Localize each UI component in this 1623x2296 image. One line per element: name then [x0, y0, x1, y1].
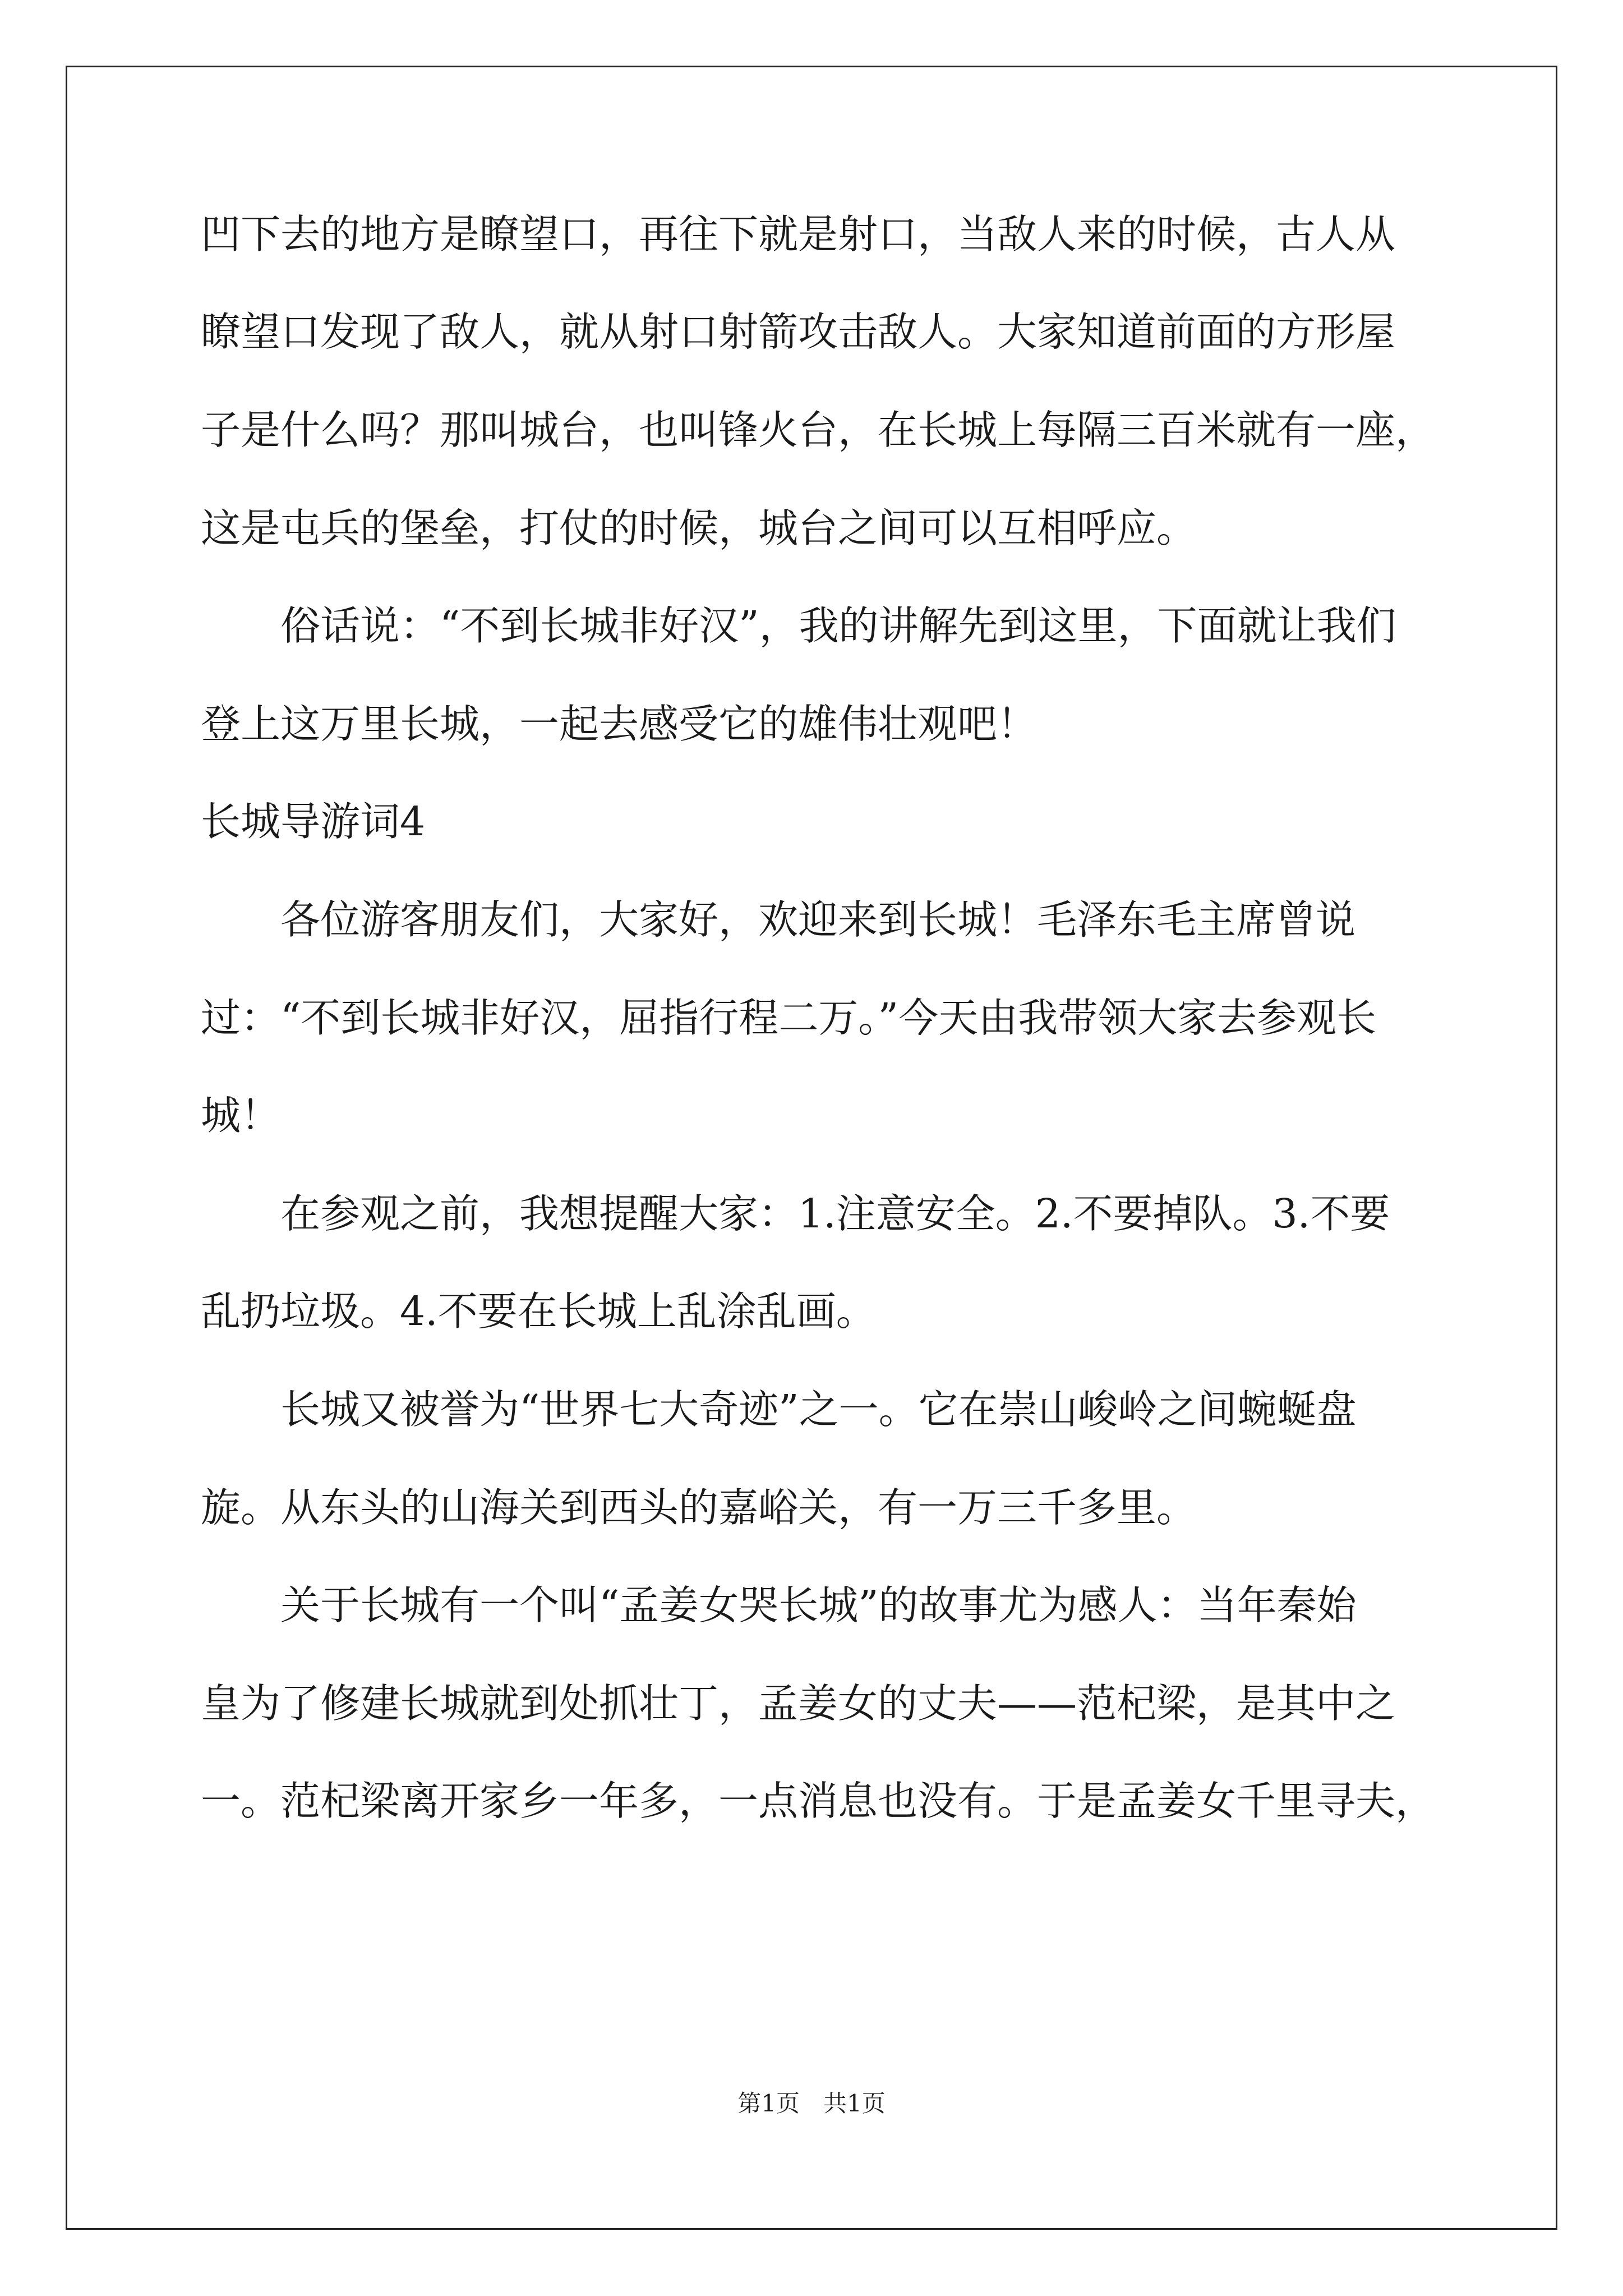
text-line: 过：“不到长城非好汉，屈指行程二万。”今天由我带领大家去参观长 [201, 995, 1377, 1041]
text-line: 瞭望口发现了敌人，就从射口射箭攻击敌人。大家知道前面的方形屋 [201, 309, 1396, 355]
text-line: 城！ [201, 1092, 281, 1139]
text-line: 皇为了修建长城就到处抓壮丁，孟姜女的丈夫——范杞梁，是其中之 [201, 1680, 1396, 1727]
text-line: 俗话说：“不到长城非好汉”，我的讲解先到这里，下面就让我们 [201, 602, 1396, 649]
text-line: 各位游客朋友们，大家好，欢迎来到长城！毛泽东毛主席曾说 [201, 896, 1356, 943]
page-number-footer: 第1页 共1页 [737, 2090, 886, 2117]
text-line: 长城又被誉为“世界七大奇迹”之一。它在崇山峻岭之间蜿蜒盘 [201, 1386, 1357, 1433]
text-line: 一。范杞梁离开家乡一年多，一点消息也没有。于是孟姜女千里寻夫， [201, 1778, 1436, 1824]
text-line: 登上这万里长城，一起去感受它的雄伟壮观吧！ [201, 701, 1038, 747]
text-line: 凹下去的地方是瞭望口，再往下就是射口，当敌人来的时候，古人从 [201, 211, 1396, 257]
section-heading: 长城导游词4 [201, 798, 426, 845]
text-line: 在参观之前，我想提醒大家：1.注意安全。2.不要掉队。3.不要 [201, 1190, 1390, 1237]
page-border [66, 66, 1557, 2230]
text-line: 关于长城有一个叫“孟姜女哭长城”的故事尤为感人：当年秦始 [201, 1582, 1357, 1628]
text-line: 这是屯兵的堡垒，打仗的时候，城台之间可以互相呼应。 [201, 505, 1197, 551]
text-line: 旋。从东头的山海关到西头的嘉峪关，有一万三千多里。 [201, 1484, 1197, 1531]
text-line: 乱扔垃圾。4.不要在长城上乱涂乱画。 [201, 1288, 876, 1335]
text-line: 子是什么吗？那叫城台，也叫锋火台，在长城上每隔三百米就有一座， [201, 407, 1436, 453]
